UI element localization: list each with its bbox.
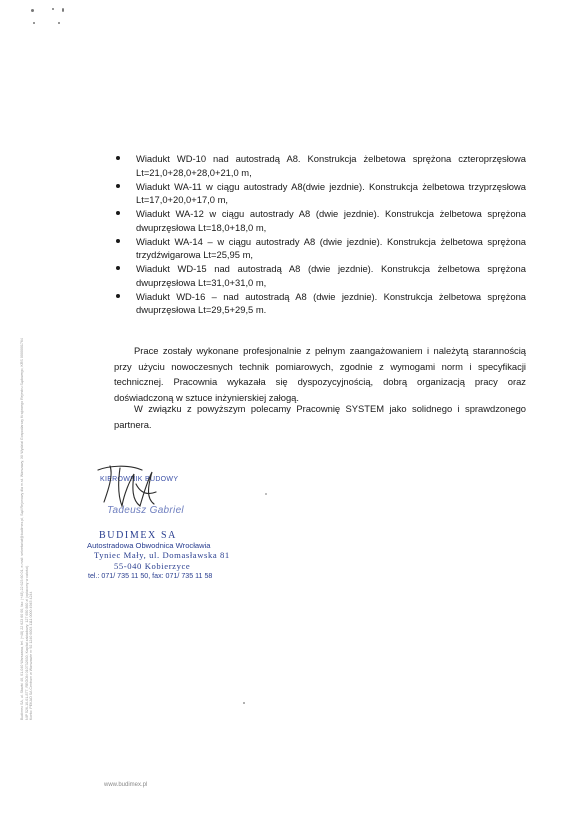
bullet-icon [116, 294, 120, 298]
stamp-address: Tyniec Mały, ul. Domasławska 81 [94, 550, 230, 560]
list-item: Wiadukt WD-15 nad autostradą A8 (dwie jezdnie). Konstrukcja żelbetowa sprężona dwuprzęsłowa Lt=31,0+31,0 m, [114, 262, 526, 289]
stamp-company-name: BUDIMEX SA [99, 530, 177, 541]
company-registration-info: Budimex SA, ul. Stawki 40, 01-040 Warszawa, tel. (+48) 22 623 60 00, fax: (+48) 22 623 60 01, e-mail: sekretariat@budimex.pl, Sąd Rejonowy dla m.st. Warszawy, XII Wydział Gospodarczy Krajowego Rejestru Sądowego, KRS 0000001764 NIP 526-10-01-877, REGON 010732630, Kapitał zakładowy: 127 650 860 zł (opłacony w całości) Konto: PEKAO SA Centrum w Warszawie nr 92 1240 6003 1111 0000 4945 4244 [20, 338, 34, 720]
list-item: Wiadukt WD-10 nad autostradą A8. Konstrukcja żelbetowa sprężona czteroprzęsłowa Lt=21,0+28,0+28,0+21,0 m, [114, 152, 526, 179]
paragraph-recommendation: W związku z powyższym polecamy Pracownię SYSTEM jako solidnego i sprawdzonego partnera. [114, 403, 526, 430]
signature-icon [84, 462, 344, 542]
list-item: Wiadukt WA-12 w ciągu autostrady A8 (dwie jezdnie). Konstrukcja żelbetowa sprężona dwuprzęsłowa Lt=18,0+18,0 m, [114, 207, 526, 234]
list-item: Wiadukt WD-16 – nad autostradą A8 (dwie jezdnie). Konstrukcja żelbetowa sprężona dwuprzęsłowa Lt=29,5+29,5 m. [114, 290, 526, 317]
scan-speck [52, 8, 54, 10]
viaduct-list [114, 152, 526, 317]
list-item: Wiadukt WA-14 – w ciągu autostrady A8 (dwie jezdnie). Konstrukcja żelbetowa sprężona trzydźwigarowa Lt=25,95 m, [114, 235, 526, 262]
scan-speck [243, 702, 245, 704]
bullet-icon [116, 184, 120, 188]
bullet-icon [116, 239, 120, 243]
scan-speck [31, 9, 34, 12]
bullet-icon [116, 266, 120, 270]
paragraph-quality: Prace zostały wykonane profesjonalnie z pełnym zaangażowaniem i należytą starannością przy użyciu nowoczesnych technik pomiarowych, zgodnie z wymogami norm i specyfikacji technicznej. Pracownia wykazała się dyspozycyjnością, dobrą organizacją pracy oraz doświadczoną w sztuce inżynierskiej załogą. [114, 345, 526, 403]
stamp-person-name: Tadeusz Gabriel [107, 505, 184, 516]
footer-website: www.budimex.pl [104, 782, 148, 788]
list-item: Wiadukt WA-11 w ciągu autostrady A8(dwie jezdnie). Konstrukcja żelbetowa trzyprzęsłowa Lt=17,0+20,0+17,0 m, [114, 180, 526, 207]
stamp-project: Autostradowa Obwodnica Wrocławia [87, 541, 211, 550]
stamp-phone-fax: tel.: 071/ 735 11 50, fax: 071/ 735 11 58 [88, 572, 213, 580]
scan-speck [33, 22, 35, 24]
bullet-icon [116, 156, 120, 160]
stamp-postal-code: 55-040 Kobierzyce [114, 561, 191, 571]
scan-speck [62, 8, 64, 12]
stamp-position: KIEROWNIK BUDOWY [100, 476, 179, 483]
company-stamp [84, 462, 344, 587]
scan-speck [58, 22, 60, 24]
bullet-icon [116, 211, 120, 215]
